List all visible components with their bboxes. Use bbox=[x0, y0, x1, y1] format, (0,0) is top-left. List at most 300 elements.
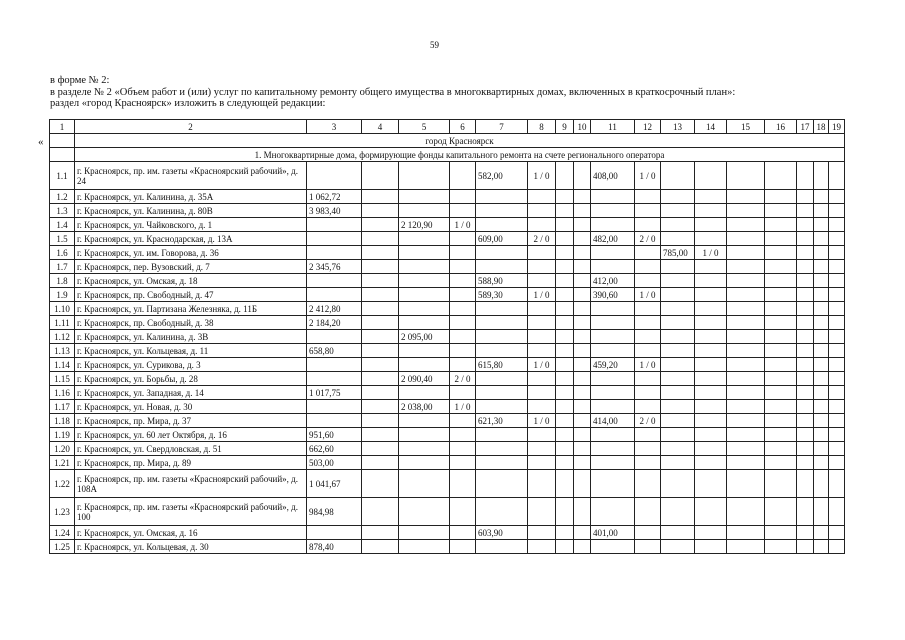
value-cell bbox=[695, 470, 727, 498]
value-cell: 2 / 0 bbox=[450, 372, 476, 386]
value-cell bbox=[591, 330, 635, 344]
address-cell: г. Красноярск, пр. Свободный, д. 38 bbox=[75, 316, 307, 330]
value-cell bbox=[635, 190, 661, 204]
table-row bbox=[50, 526, 845, 540]
value-cell bbox=[362, 498, 399, 526]
value-cell bbox=[829, 246, 845, 260]
value-cell bbox=[556, 540, 574, 554]
value-cell bbox=[399, 428, 450, 442]
value-cell bbox=[814, 260, 829, 274]
value-cell bbox=[797, 358, 814, 372]
value-cell bbox=[362, 246, 399, 260]
value-cell bbox=[635, 456, 661, 470]
value-cell bbox=[814, 190, 829, 204]
intro-line-2: в разделе № 2 «Объем работ и (или) услуг по капитальному ремонту общего имущества в многоквартирных домах, включенных в краткосрочный план»: bbox=[50, 86, 736, 98]
value-cell bbox=[829, 540, 845, 554]
value-cell bbox=[528, 316, 556, 330]
value-cell bbox=[528, 428, 556, 442]
value-cell bbox=[661, 456, 695, 470]
table-row bbox=[50, 386, 845, 400]
value-cell bbox=[727, 288, 765, 302]
value-cell bbox=[814, 218, 829, 232]
value-cell bbox=[362, 540, 399, 554]
address-cell: г. Красноярск, ул. Калинина, д. 35А bbox=[75, 190, 307, 204]
value-cell bbox=[797, 400, 814, 414]
value-cell bbox=[528, 386, 556, 400]
value-cell bbox=[528, 246, 556, 260]
value-cell bbox=[661, 442, 695, 456]
column-number-cell: 4 bbox=[362, 120, 399, 134]
column-number-cell: 18 bbox=[814, 120, 829, 134]
value-cell bbox=[574, 288, 591, 302]
value-cell bbox=[476, 316, 528, 330]
row-number: 1.20 bbox=[50, 442, 75, 456]
value-cell bbox=[574, 372, 591, 386]
value-cell bbox=[528, 400, 556, 414]
value-cell: 2 / 0 bbox=[635, 232, 661, 246]
value-cell: 1 / 0 bbox=[450, 400, 476, 414]
address-cell: г. Красноярск, ул. Омская, д. 16 bbox=[75, 526, 307, 540]
value-cell bbox=[695, 400, 727, 414]
value-cell bbox=[574, 428, 591, 442]
value-cell: 1 / 0 bbox=[635, 288, 661, 302]
value-cell bbox=[399, 274, 450, 288]
value-cell bbox=[307, 372, 362, 386]
column-number-cell: 8 bbox=[528, 120, 556, 134]
value-cell bbox=[399, 190, 450, 204]
value-cell bbox=[797, 428, 814, 442]
value-cell bbox=[765, 442, 797, 456]
value-cell bbox=[591, 470, 635, 498]
value-cell bbox=[450, 260, 476, 274]
value-cell bbox=[591, 372, 635, 386]
table-row bbox=[50, 358, 845, 372]
column-number-cell: 14 bbox=[695, 120, 727, 134]
value-cell bbox=[727, 498, 765, 526]
column-number-cell: 5 bbox=[399, 120, 450, 134]
value-cell: 1 / 0 bbox=[528, 414, 556, 428]
address-cell: г. Красноярск, пр. им. газеты «Красноярский рабочий», д. 108А bbox=[75, 470, 307, 498]
page-number: 59 bbox=[430, 40, 439, 50]
value-cell bbox=[635, 330, 661, 344]
value-cell bbox=[727, 316, 765, 330]
column-number-cell: 9 bbox=[556, 120, 574, 134]
address-cell: г. Красноярск, ул. Западная, д. 14 bbox=[75, 386, 307, 400]
value-cell bbox=[307, 526, 362, 540]
value-cell bbox=[476, 344, 528, 358]
value-cell bbox=[574, 344, 591, 358]
value-cell bbox=[661, 274, 695, 288]
value-cell bbox=[695, 498, 727, 526]
value-cell: 1 062,72 bbox=[307, 190, 362, 204]
value-cell bbox=[797, 190, 814, 204]
value-cell bbox=[574, 316, 591, 330]
value-cell bbox=[829, 400, 845, 414]
value-cell bbox=[556, 330, 574, 344]
value-cell bbox=[695, 526, 727, 540]
value-cell bbox=[450, 288, 476, 302]
value-cell: 588,90 bbox=[476, 274, 528, 288]
value-cell bbox=[727, 428, 765, 442]
value-cell: 412,00 bbox=[591, 274, 635, 288]
value-cell bbox=[635, 428, 661, 442]
value-cell bbox=[661, 428, 695, 442]
value-cell bbox=[695, 274, 727, 288]
address-cell: г. Красноярск, ул. Новая, д. 30 bbox=[75, 400, 307, 414]
value-cell bbox=[528, 442, 556, 456]
value-cell: 589,30 bbox=[476, 288, 528, 302]
value-cell bbox=[450, 204, 476, 218]
table-row bbox=[50, 330, 845, 344]
value-cell bbox=[695, 232, 727, 246]
value-cell bbox=[797, 246, 814, 260]
row-number: 1.9 bbox=[50, 288, 75, 302]
value-cell bbox=[362, 204, 399, 218]
value-cell: 414,00 bbox=[591, 414, 635, 428]
address-cell: г. Красноярск, ул. Чайковского, д. 1 bbox=[75, 218, 307, 232]
value-cell bbox=[727, 232, 765, 246]
table-row bbox=[50, 232, 845, 246]
address-cell: г. Красноярск, ул. Кольцевая, д. 11 bbox=[75, 344, 307, 358]
value-cell bbox=[362, 470, 399, 498]
value-cell bbox=[695, 428, 727, 442]
value-cell bbox=[574, 526, 591, 540]
value-cell: 615,80 bbox=[476, 358, 528, 372]
value-cell bbox=[591, 428, 635, 442]
value-cell bbox=[574, 456, 591, 470]
value-cell bbox=[797, 330, 814, 344]
row-number: 1.5 bbox=[50, 232, 75, 246]
value-cell: 1 / 0 bbox=[528, 162, 556, 190]
row-number: 1.2 bbox=[50, 190, 75, 204]
value-cell bbox=[528, 274, 556, 288]
value-cell bbox=[765, 246, 797, 260]
value-cell: 1 / 0 bbox=[695, 246, 727, 260]
value-cell bbox=[765, 358, 797, 372]
value-cell bbox=[661, 540, 695, 554]
value-cell: 2 / 0 bbox=[528, 232, 556, 246]
value-cell bbox=[829, 190, 845, 204]
column-number-cell: 17 bbox=[797, 120, 814, 134]
column-number-cell: 16 bbox=[765, 120, 797, 134]
value-cell bbox=[695, 372, 727, 386]
value-cell bbox=[528, 260, 556, 274]
value-cell bbox=[591, 344, 635, 358]
value-cell bbox=[727, 442, 765, 456]
value-cell bbox=[450, 414, 476, 428]
column-number-cell: 1 bbox=[50, 120, 75, 134]
value-cell bbox=[797, 442, 814, 456]
row-number: 1.14 bbox=[50, 358, 75, 372]
value-cell bbox=[727, 526, 765, 540]
value-cell bbox=[635, 218, 661, 232]
value-cell bbox=[574, 442, 591, 456]
row-number: 1.6 bbox=[50, 246, 75, 260]
value-cell bbox=[797, 204, 814, 218]
value-cell bbox=[695, 442, 727, 456]
value-cell bbox=[635, 372, 661, 386]
value-cell bbox=[727, 372, 765, 386]
value-cell bbox=[556, 372, 574, 386]
value-cell bbox=[727, 386, 765, 400]
value-cell bbox=[727, 302, 765, 316]
value-cell bbox=[450, 358, 476, 372]
value-cell bbox=[727, 190, 765, 204]
value-cell bbox=[528, 204, 556, 218]
value-cell bbox=[476, 400, 528, 414]
capital-repair-table bbox=[49, 119, 845, 554]
value-cell bbox=[362, 442, 399, 456]
value-cell bbox=[814, 232, 829, 246]
value-cell bbox=[765, 162, 797, 190]
value-cell bbox=[450, 330, 476, 344]
value-cell bbox=[528, 344, 556, 358]
value-cell bbox=[814, 274, 829, 288]
value-cell bbox=[797, 540, 814, 554]
value-cell bbox=[591, 316, 635, 330]
value-cell: 621,30 bbox=[476, 414, 528, 428]
value-cell bbox=[362, 232, 399, 246]
value-cell: 2 038,00 bbox=[399, 400, 450, 414]
row-number: 1.16 bbox=[50, 386, 75, 400]
value-cell: 1 041,67 bbox=[307, 470, 362, 498]
value-cell bbox=[661, 358, 695, 372]
value-cell bbox=[765, 470, 797, 498]
value-cell bbox=[797, 288, 814, 302]
value-cell bbox=[362, 218, 399, 232]
value-cell bbox=[556, 246, 574, 260]
value-cell bbox=[476, 540, 528, 554]
value-cell bbox=[797, 232, 814, 246]
table-row bbox=[50, 442, 845, 456]
value-cell bbox=[591, 218, 635, 232]
value-cell bbox=[797, 526, 814, 540]
value-cell bbox=[399, 260, 450, 274]
value-cell bbox=[829, 358, 845, 372]
value-cell bbox=[399, 386, 450, 400]
column-number-row bbox=[50, 120, 845, 134]
value-cell bbox=[528, 190, 556, 204]
value-cell bbox=[661, 372, 695, 386]
value-cell bbox=[556, 162, 574, 190]
value-cell bbox=[528, 540, 556, 554]
value-cell: 482,00 bbox=[591, 232, 635, 246]
value-cell bbox=[556, 414, 574, 428]
value-cell bbox=[591, 386, 635, 400]
value-cell bbox=[695, 386, 727, 400]
value-cell bbox=[476, 428, 528, 442]
address-cell: г. Красноярск, ул. Борьбы, д. 28 bbox=[75, 372, 307, 386]
row-number: 1.17 bbox=[50, 400, 75, 414]
value-cell bbox=[574, 274, 591, 288]
row-number: 1.7 bbox=[50, 260, 75, 274]
value-cell bbox=[765, 344, 797, 358]
value-cell bbox=[556, 218, 574, 232]
value-cell bbox=[765, 316, 797, 330]
table-row bbox=[50, 218, 845, 232]
value-cell bbox=[399, 358, 450, 372]
value-cell bbox=[307, 358, 362, 372]
value-cell bbox=[450, 386, 476, 400]
value-cell bbox=[476, 204, 528, 218]
value-cell bbox=[727, 470, 765, 498]
value-cell bbox=[450, 190, 476, 204]
value-cell bbox=[476, 442, 528, 456]
value-cell bbox=[556, 260, 574, 274]
value-cell bbox=[574, 498, 591, 526]
table-row bbox=[50, 344, 845, 358]
table-row bbox=[50, 162, 845, 190]
value-cell bbox=[695, 190, 727, 204]
value-cell bbox=[829, 288, 845, 302]
value-cell bbox=[695, 316, 727, 330]
address-cell: г. Красноярск, ул. Партизана Железняка, д. 11Б bbox=[75, 302, 307, 316]
column-number-cell: 12 bbox=[635, 120, 661, 134]
row-number: 1.15 bbox=[50, 372, 75, 386]
value-cell bbox=[695, 260, 727, 274]
value-cell bbox=[727, 246, 765, 260]
value-cell bbox=[476, 330, 528, 344]
table-row bbox=[50, 498, 845, 526]
table-row bbox=[50, 274, 845, 288]
value-cell bbox=[765, 330, 797, 344]
value-cell bbox=[661, 316, 695, 330]
value-cell: 1 / 0 bbox=[635, 358, 661, 372]
value-cell bbox=[399, 470, 450, 498]
value-cell bbox=[450, 526, 476, 540]
value-cell bbox=[797, 470, 814, 498]
value-cell bbox=[399, 162, 450, 190]
intro-line-3: раздел «город Красноярск» изложить в следующей редакции: bbox=[50, 98, 326, 109]
row-number: 1.3 bbox=[50, 204, 75, 218]
value-cell bbox=[307, 414, 362, 428]
value-cell bbox=[814, 372, 829, 386]
value-cell bbox=[362, 162, 399, 190]
value-cell bbox=[727, 330, 765, 344]
value-cell bbox=[829, 302, 845, 316]
section-header: 1. Многоквартирные дома, формирующие фонды капитального ремонта на счете регионального оператора bbox=[75, 148, 845, 162]
value-cell bbox=[528, 470, 556, 498]
value-cell bbox=[399, 344, 450, 358]
value-cell bbox=[765, 190, 797, 204]
table-row bbox=[50, 316, 845, 330]
table-row bbox=[50, 372, 845, 386]
value-cell bbox=[797, 218, 814, 232]
value-cell bbox=[556, 498, 574, 526]
address-cell: г. Красноярск, пер. Вузовский, д. 7 bbox=[75, 260, 307, 274]
value-cell bbox=[814, 344, 829, 358]
value-cell bbox=[661, 330, 695, 344]
value-cell bbox=[765, 302, 797, 316]
value-cell bbox=[727, 218, 765, 232]
value-cell bbox=[591, 442, 635, 456]
value-cell bbox=[556, 470, 574, 498]
value-cell bbox=[814, 442, 829, 456]
value-cell bbox=[765, 414, 797, 428]
value-cell bbox=[476, 470, 528, 498]
value-cell bbox=[591, 190, 635, 204]
address-cell: г. Красноярск, пр. им. газеты «Красноярский рабочий», д. 100 bbox=[75, 498, 307, 526]
value-cell: 2 412,80 bbox=[307, 302, 362, 316]
value-cell bbox=[765, 274, 797, 288]
value-cell: 2 120,90 bbox=[399, 218, 450, 232]
row-number: 1.13 bbox=[50, 344, 75, 358]
value-cell bbox=[574, 190, 591, 204]
value-cell bbox=[727, 162, 765, 190]
value-cell bbox=[362, 330, 399, 344]
value-cell bbox=[661, 386, 695, 400]
value-cell bbox=[574, 302, 591, 316]
value-cell bbox=[814, 428, 829, 442]
value-cell bbox=[450, 470, 476, 498]
value-cell: 401,00 bbox=[591, 526, 635, 540]
row-number: 1.11 bbox=[50, 316, 75, 330]
value-cell bbox=[307, 288, 362, 302]
value-cell bbox=[814, 498, 829, 526]
value-cell bbox=[727, 274, 765, 288]
value-cell bbox=[476, 190, 528, 204]
value-cell bbox=[829, 274, 845, 288]
value-cell bbox=[727, 358, 765, 372]
value-cell bbox=[574, 470, 591, 498]
value-cell bbox=[399, 442, 450, 456]
table-row bbox=[50, 246, 845, 260]
value-cell bbox=[695, 330, 727, 344]
value-cell bbox=[574, 386, 591, 400]
intro-line-1: в форме № 2: bbox=[50, 75, 110, 86]
value-cell: 1 / 0 bbox=[635, 162, 661, 190]
value-cell bbox=[362, 344, 399, 358]
value-cell bbox=[399, 302, 450, 316]
value-cell bbox=[362, 358, 399, 372]
value-cell bbox=[797, 386, 814, 400]
value-cell bbox=[307, 162, 362, 190]
value-cell bbox=[829, 162, 845, 190]
value-cell: 878,40 bbox=[307, 540, 362, 554]
value-cell bbox=[362, 302, 399, 316]
address-cell: г. Красноярск, ул. Калинина, д. 80В bbox=[75, 204, 307, 218]
address-cell: г. Красноярск, ул. Сурикова, д. 3 bbox=[75, 358, 307, 372]
value-cell bbox=[797, 260, 814, 274]
value-cell bbox=[829, 316, 845, 330]
value-cell bbox=[399, 498, 450, 526]
column-number-cell: 10 bbox=[574, 120, 591, 134]
value-cell bbox=[476, 302, 528, 316]
value-cell bbox=[814, 386, 829, 400]
value-cell bbox=[591, 498, 635, 526]
value-cell: 408,00 bbox=[591, 162, 635, 190]
value-cell: 609,00 bbox=[476, 232, 528, 246]
value-cell bbox=[362, 372, 399, 386]
value-cell bbox=[814, 470, 829, 498]
value-cell bbox=[450, 162, 476, 190]
address-cell: г. Красноярск, ул. 60 лет Октября, д. 16 bbox=[75, 428, 307, 442]
column-number-cell: 2 bbox=[75, 120, 307, 134]
value-cell bbox=[528, 456, 556, 470]
value-cell bbox=[797, 498, 814, 526]
value-cell bbox=[797, 372, 814, 386]
column-number-cell: 6 bbox=[450, 120, 476, 134]
table-row bbox=[50, 204, 845, 218]
value-cell bbox=[574, 232, 591, 246]
value-cell bbox=[362, 274, 399, 288]
value-cell bbox=[556, 274, 574, 288]
address-cell: г. Красноярск, ул. Свердловская, д. 51 bbox=[75, 442, 307, 456]
value-cell bbox=[765, 204, 797, 218]
city-header: город Красноярск bbox=[75, 134, 845, 148]
value-cell bbox=[797, 302, 814, 316]
value-cell bbox=[661, 526, 695, 540]
